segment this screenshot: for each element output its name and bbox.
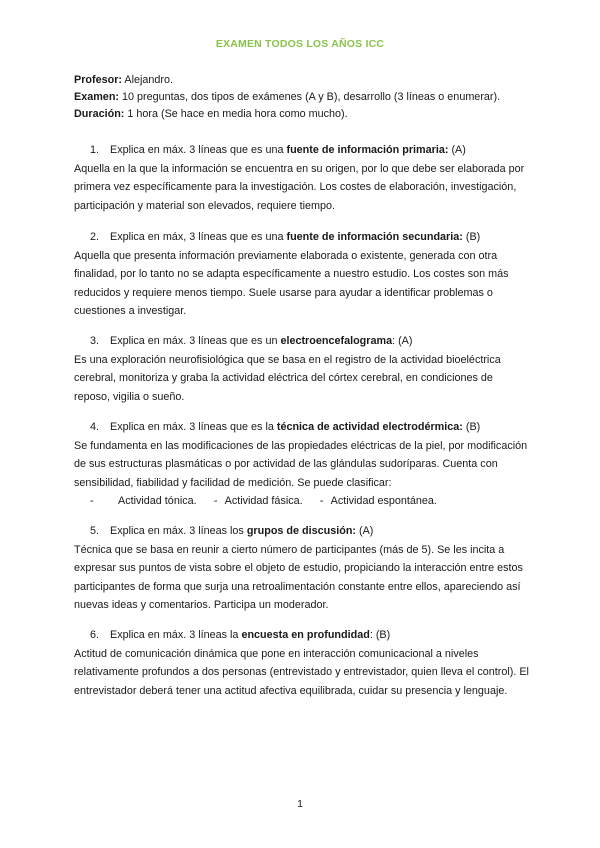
- examen-label: Examen:: [74, 91, 120, 103]
- question-answer: Técnica que se basa en reunir a cierto número de participantes (más de 5). Se les incita a expresar sus puntos de vista sobre el objeto de estudio, propiciando la interacción entre estos participantes de forma que surja una retroalimentación constante entre ellos, apareciendo así nuevas ideas y comentarios. Participa un moderador.: [74, 543, 523, 611]
- question-heading: [74, 141, 530, 160]
- question-topic: electroencefalograma: [280, 335, 393, 347]
- question-1: [74, 141, 530, 215]
- profesor-line: [74, 72, 534, 89]
- bullet-item: Actividad espontánea.: [330, 495, 437, 507]
- bullet-item: Actividad tónica.: [118, 495, 197, 507]
- question-topic: fuente de información primaria:: [286, 144, 449, 156]
- bullet-item: Actividad fásica.: [224, 495, 303, 507]
- question-prefix: Explica en máx. 3 líneas que es una: [110, 144, 287, 156]
- bullet-dash: -: [90, 495, 94, 507]
- bullet-list: [74, 492, 530, 511]
- question-prefix: Explica en máx. 3 líneas que es un: [110, 335, 281, 347]
- question-2: [74, 228, 530, 321]
- question-4: [74, 418, 530, 511]
- question-type: : (B): [369, 629, 391, 641]
- question-type: (A): [448, 144, 466, 156]
- question-heading: [74, 418, 530, 437]
- profesor-label: Profesor:: [74, 74, 122, 86]
- question-number: 4.: [90, 421, 100, 433]
- duracion-label: Duración:: [74, 108, 125, 120]
- question-number: 1.: [90, 144, 100, 156]
- question-answer: Aquella en la que la información se encuentra en su origen, por lo que debe ser elaborada por primera vez específicamente para la investigación. Los costes de elaboración, investigación, participación y material son elevados, requiere tiempo.: [74, 162, 525, 212]
- question-answer: Actitud de comunicación dinámica que pone en interacción comunicacional a niveles relativamente profundos a dos personas (entrevistado y entrevistador, quien lleva el control). El entrevistador deberá tener una actitud afectiva equilibrada, cuidar su presencia y lenguaje.: [74, 647, 529, 697]
- question-3: [74, 332, 530, 406]
- question-prefix: Explica en máx. 3 líneas que es la: [110, 421, 277, 433]
- question-answer: Es una exploración neurofisiológica que se basa en el registro de la actividad bioeléctrica cerebral, monitoriza y graba la actividad eléctrica del córtex cerebral, en condiciones de reposo, vigilia o sueño.: [74, 353, 501, 403]
- exam-info: [74, 72, 534, 123]
- question-topic: fuente de información secundaria:: [286, 231, 463, 243]
- question-type: : (A): [392, 335, 413, 347]
- question-heading: [74, 626, 530, 645]
- question-prefix: Explica en máx. 3 líneas la: [110, 629, 242, 641]
- profesor-value: Alejandro.: [122, 74, 174, 86]
- bullet-dash: -: [319, 495, 324, 507]
- question-type: (B): [462, 421, 481, 433]
- question-heading: [74, 332, 530, 351]
- question-5: [74, 522, 530, 615]
- question-answer: Se fundamenta en las modificaciones de las propiedades eléctricas de la piel, por modificación de sus estructuras plasmáticas o por actividad de las glándulas sudoríparas. Cuenta con sensibilidad, fiabilidad y facilidad de medición. Se puede clasificar:: [74, 439, 528, 489]
- question-number: 5.: [90, 525, 100, 537]
- page-number: 1: [297, 798, 303, 810]
- question-topic: técnica de actividad electrodérmica:: [276, 421, 463, 433]
- question-number: 6.: [90, 629, 100, 641]
- question-topic: encuesta en profundidad: [241, 629, 370, 641]
- question-prefix: Explica en máx. 3 líneas los: [110, 525, 247, 537]
- question-6: [74, 626, 530, 700]
- document-title: EXAMEN TODOS LOS AÑOS ICC: [215, 38, 385, 50]
- question-number: 2.: [90, 231, 100, 243]
- question-prefix: Explica en máx, 3 líneas que es una: [110, 231, 287, 243]
- question-topic: grupos de discusión:: [246, 525, 357, 537]
- question-heading: [74, 228, 530, 247]
- duracion-line: [74, 106, 534, 123]
- question-number: 3.: [90, 335, 100, 347]
- question-answer: Aquella que presenta información previamente elaborada o existente, generada con otra finalidad, por lo tanto no se adapta específicamente a nuestro estudio. Los costes son más reducidos y requiere menos tiempo. Suele usarse para ayudar a identificar problemas o cuestiones a investigar.: [74, 249, 509, 317]
- question-heading: [74, 522, 530, 541]
- question-type: (B): [462, 231, 481, 243]
- bullet-dash: -: [213, 495, 218, 507]
- question-type: (A): [356, 525, 374, 537]
- duracion-value: 1 hora (Se hace en media hora como mucho).: [124, 108, 348, 120]
- examen-line: [74, 89, 534, 106]
- examen-value: 10 preguntas, dos tipos de exámenes (A y B), desarrollo (3 líneas o enumerar).: [119, 91, 501, 103]
